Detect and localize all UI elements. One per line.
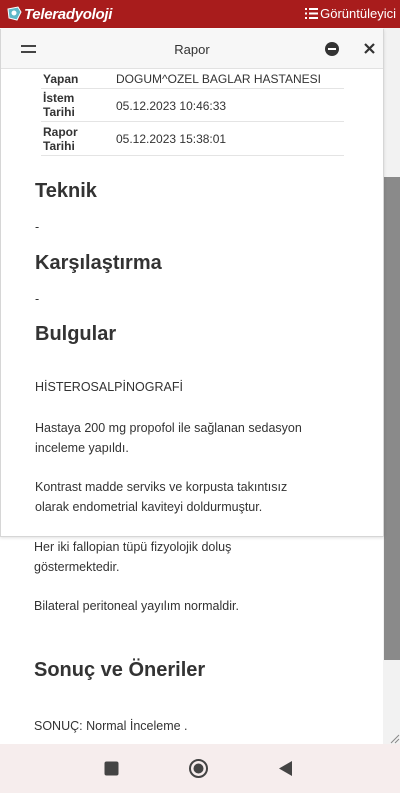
recents-icon[interactable] [104, 761, 119, 776]
meta-label-rapor: Rapor Tarihi [43, 125, 78, 153]
meta-row-yapan [41, 72, 344, 89]
heading-bulgular: Bulgular [35, 323, 117, 345]
teknik-text: - [35, 220, 40, 234]
menu-icon [305, 8, 318, 19]
paragraph-contrast-line2: olarak endometrial kaviteyi doldurmuştur. [35, 500, 263, 514]
heading-teknik: Teknik [35, 180, 97, 202]
meta-row-istem [41, 89, 344, 122]
meta-value-istem: 05.12.2023 10:46:33 [116, 99, 227, 113]
viewer-label: Görüntüleyici [320, 6, 396, 21]
paragraph-contrast-line1: Kontrast madde serviks ve korpusta takıntısız [35, 480, 288, 494]
app-logo[interactable] [6, 4, 112, 24]
home-icon[interactable] [188, 758, 209, 779]
report-dialog [0, 29, 384, 537]
scrollbar-thumb[interactable] [384, 177, 400, 660]
paragraph-procedure: HİSTEROSALPİNOGRAFİ [35, 380, 183, 394]
paragraph-sonuc: SONUÇ: Normal İnceleme . [34, 719, 188, 733]
paragraph-sedation-line1: Hastaya 200 mg propofol ile sağlanan sedasyon [35, 421, 302, 435]
heading-karsilastirma: Karşılaştırma [35, 252, 162, 274]
logo-text: Teleradyoloji [24, 5, 113, 23]
report-meta-table [41, 72, 344, 156]
back-icon[interactable] [278, 760, 293, 777]
meta-label-istem: İstem Tarihi [43, 91, 75, 119]
paragraph-peritoneal: Bilateral peritoneal yayılım normaldir. [34, 599, 239, 613]
meta-row-rapor [41, 122, 344, 156]
meta-label-yapan: Yapan [43, 72, 79, 86]
system-nav-bar [0, 744, 400, 793]
app-header [0, 0, 400, 28]
resize-grip-icon[interactable] [388, 732, 400, 744]
dialog-title: Rapor [174, 42, 210, 57]
logo-icon [6, 6, 22, 22]
heading-sonuc: Sonuç ve Öneriler [34, 659, 206, 681]
minimize-icon[interactable] [325, 42, 339, 56]
paragraph-tubes-line1: Her iki fallopian tüpü fizyolojik doluş [34, 540, 232, 554]
meta-value-rapor: 05.12.2023 15:38:01 [116, 132, 227, 146]
meta-value-yapan: DOGUM^OZEL BAGLAR HASTANESI [116, 72, 322, 86]
karsilastirma-text: - [35, 292, 40, 306]
paragraph-tubes-line2: göstermektedir. [34, 560, 120, 574]
paragraph-sedation-line2: inceleme yapıldı. [35, 441, 129, 455]
viewer-button[interactable] [305, 6, 396, 21]
close-icon[interactable] [363, 42, 376, 55]
dialog-header [1, 29, 383, 69]
